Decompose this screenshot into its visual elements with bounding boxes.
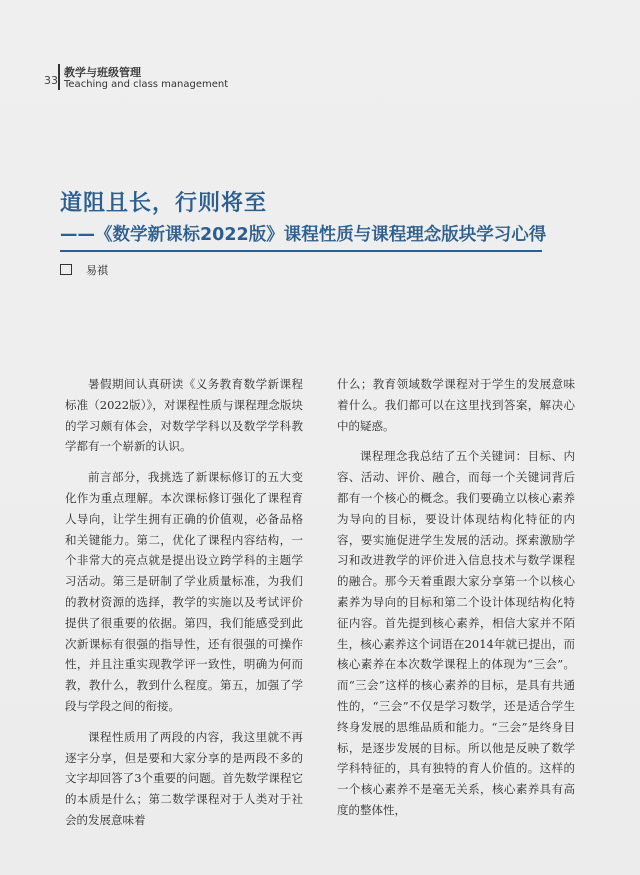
page-number: 33 bbox=[44, 74, 58, 87]
paragraph: 课程性质用了两段的内容，我这里就不再逐字分享，但是要和大家分享的是两段不多的文字却回答了3个重要的问题。首先数学课程它的本质是什么；第二数学课程对于人类对于社会的发展意味着 bbox=[65, 729, 303, 827]
article-subtitle: ——《数学新课标2022版》课程性质与课程理念版块学习心得 bbox=[60, 225, 547, 245]
section-title-en: Teaching and class management bbox=[64, 79, 229, 90]
author-name: 易祺 bbox=[86, 264, 108, 277]
author-marker-icon bbox=[60, 264, 72, 275]
title-underline bbox=[60, 250, 542, 252]
body-column-left bbox=[65, 374, 303, 841]
header-divider bbox=[58, 64, 60, 90]
author-line bbox=[60, 262, 108, 278]
article-title: 道阻且长，行则将至 bbox=[60, 191, 268, 216]
body-column-right bbox=[337, 374, 575, 831]
section-title-zh: 教学与班级管理 bbox=[64, 66, 141, 79]
paragraph: 前言部分，我挑选了新课标修订的五大变化作为重点理解。本次课标修订强化了课程育人导向，让学生拥有正确的价值观，必备品格和关键能力。第二，优化了课程内容结构，一个非常大的亮点就是提出设立跨学科的主题学习活动。第三是研制了学业质量标准，为我们的教材资源的选择，教学的实施以及考试评价提供了很重要的依据。第四，我们能感受到此次新课标有很强的指导性，还有很强的可操作性，并且注重实现教学评一致性，明确为何而教，教什么，教到什么程度。第五，加强了学段与学段之间的衔接。 bbox=[65, 470, 303, 713]
paragraph: 什么；教育领域数学课程对于学生的发展意味着什么。我们都可以在这里找到答案，解决心中的疑惑。 bbox=[337, 377, 575, 433]
paragraph: 课程理念我总结了五个关键词：目标、内容、活动、评价、融合，而每一个关键词背后都有一个核心的概念。我们要确立以核心素养为导向的目标，要设计体现结构化特征的内容，要实施促进学生发展的活动。探索激励学习和改进教学的评价进入信息技术与数学课程的融合。那今天着重跟大家分享第一个以核心素养为导向的目标和第二个设计体现结构化特征内容。首先提到核心素养，相信大家并不陌生，核心素养这个词语在2014年就已提出，而核心素养在本次数学课程上的体现为“三会”。而“三会”这样的核心素养的目标，是具有共通性的，“三会”不仅是学习数学，还是适合学生终身发展的思维品质和能力。“三会”是终身目标，是逐步发展的目标。所以他是反映了数学学科特征的，具有独特的育人价值的。这样的一个核心素养不是毫无关系，核心素养具有高度的整体性， bbox=[337, 449, 575, 817]
paragraph: 暑假期间认真研读《义务教育数学新课程标准（2022版）》，对课程性质与课程理念版块的学习颇有体会，对数学学科以及数学学科教学都有一个崭新的认识。 bbox=[65, 377, 303, 454]
